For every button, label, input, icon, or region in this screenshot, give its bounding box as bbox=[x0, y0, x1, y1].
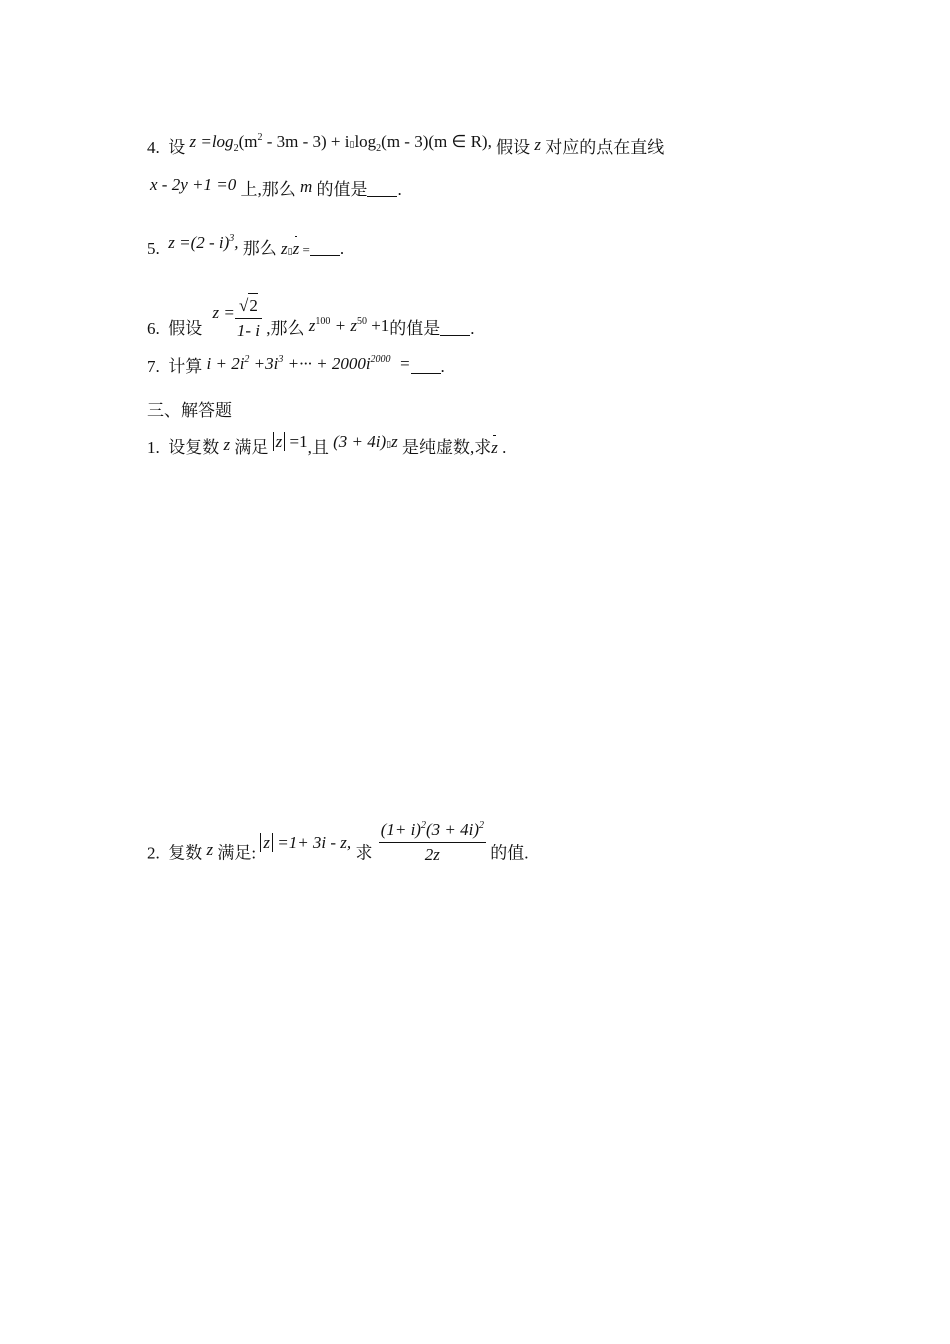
question-number: 7. bbox=[147, 357, 160, 376]
text: 满足: bbox=[217, 843, 257, 863]
formula-product: (3 + 4i)▯z bbox=[333, 432, 398, 451]
solve-question-2 bbox=[147, 820, 529, 879]
text: 对应的点在直线 bbox=[545, 138, 665, 157]
text: 的值是 bbox=[316, 180, 368, 199]
answer-blank bbox=[367, 182, 397, 197]
fraction: $\frac{√2}{1- i}$ bbox=[235, 293, 262, 343]
section-title: 三、解答题 bbox=[147, 401, 232, 420]
formula-sum: $i + 2i^2 +3i^3$ +··· + $2000i^{2000}$ = bbox=[206, 354, 411, 373]
answer-blank bbox=[310, 241, 340, 256]
question-lead: 设复数 bbox=[168, 438, 220, 457]
formula: $z =\log_2(m^2 - 3m - 3)$ + $i▯\log_2(m - 3)(m$ ∈ R), bbox=[189, 132, 492, 154]
question-number: 2. bbox=[147, 843, 160, 863]
text: 那么 bbox=[242, 239, 277, 258]
text: 求 bbox=[355, 843, 373, 863]
text: 上,那么 bbox=[240, 180, 296, 199]
question-6: 6. 假设 z = $\frac{√2}{1- i}$ ,那么 $z^{100} + z^{50} +1$的值是 . bbox=[147, 305, 475, 355]
question-lead: 计算 bbox=[168, 357, 203, 376]
formula: z =(2 - i)$^3$, bbox=[168, 233, 239, 252]
formula-power: $z^{100} + z^{50} +1$ bbox=[308, 315, 390, 335]
answer-blank bbox=[440, 321, 470, 336]
answer-blank bbox=[411, 359, 441, 374]
question-number: 4. bbox=[147, 138, 160, 157]
variable-z: z bbox=[206, 840, 214, 860]
question-number: 1. bbox=[147, 438, 160, 457]
z-conjugate: z bbox=[491, 436, 498, 460]
formula-condition: z =1+ 3i - z, bbox=[260, 833, 351, 852]
formula-z-zbar: z▯z = bbox=[281, 239, 310, 258]
question-5: 5. z =(2 - i)$^3$, 那么 z▯z = . bbox=[147, 237, 344, 264]
question-lead: 设 bbox=[168, 138, 186, 157]
text: ,且 bbox=[307, 438, 329, 457]
text: 满足 bbox=[234, 438, 269, 457]
fraction: $\frac{(1+ i)^2(3 + 4i)^2}{2z}$ bbox=[380, 820, 484, 864]
formula-abs: z =1 bbox=[273, 432, 308, 451]
question-lead: 复数 bbox=[168, 843, 203, 863]
variable: z bbox=[534, 135, 541, 154]
question-4-line-1 bbox=[147, 132, 665, 163]
variable-z: z bbox=[223, 435, 231, 454]
solve-question-1: 1. 设复数 z 满足 z =1,且 (3 + 4i)▯z 是纯虚数,求z . bbox=[147, 436, 506, 463]
question-number: 6. bbox=[147, 318, 160, 338]
text: 是纯虚数,求 bbox=[401, 438, 492, 457]
question-7: 7. 计算 $i + 2i^2 +3i^3$ +··· + $2000i^{2000}$ = . bbox=[147, 354, 445, 376]
text: ,那么 bbox=[266, 318, 305, 338]
formula-z: z = bbox=[212, 302, 235, 322]
text: 的值是 bbox=[389, 318, 441, 338]
variable-m: m bbox=[299, 177, 313, 196]
question-number: 5. bbox=[147, 239, 160, 258]
question-lead: 假设 bbox=[168, 318, 203, 338]
text: 假设 bbox=[496, 138, 531, 157]
line-equation: x - 2y +1 =0 bbox=[150, 175, 237, 194]
question-4-line-2: x - 2y +1 =0 上,那么 m 的值是 . bbox=[150, 175, 402, 199]
text: 的值. bbox=[490, 843, 529, 863]
